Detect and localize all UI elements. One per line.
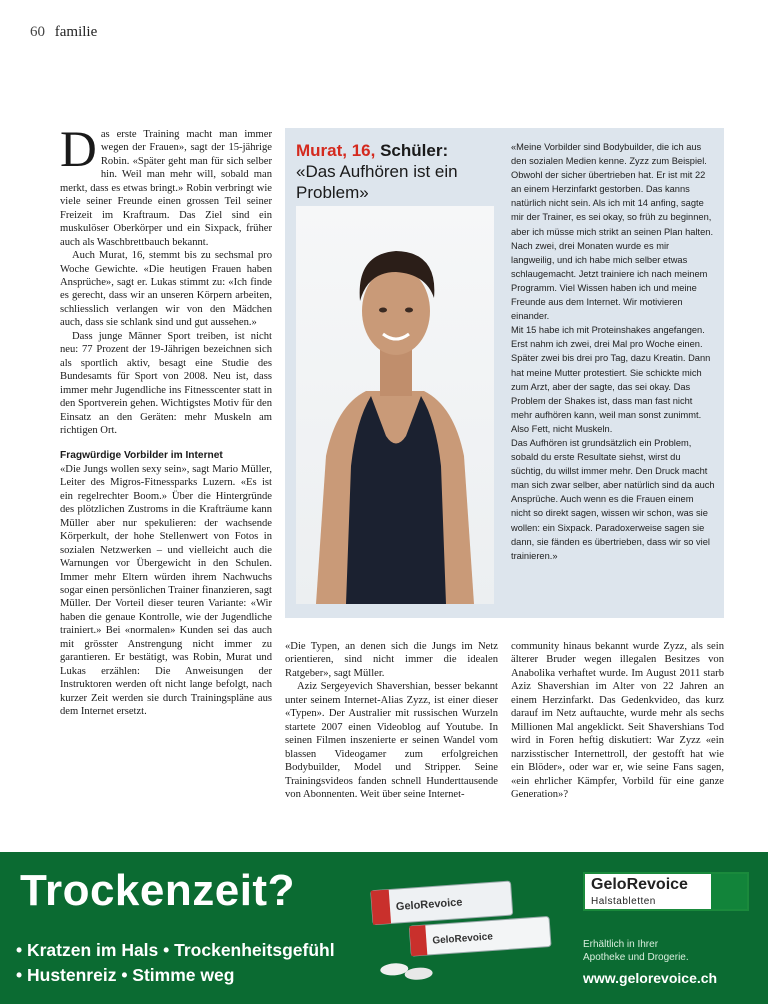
package-label: GeloRevoice: [395, 896, 463, 914]
paragraph: community hinaus bekannt wurde Zyzz, als sein älterer Bruder wegen illegalen Besitzes von Anabolika verhaftet wurde. Im August 2011 starb Aziz Shavershian im Alter von 22 Jahren an einem Herzinfarkt. Das Gedenkvideo, das kurz darauf im Netz auftauchte, wurde mehr als sechs Millionen Mal angeklickt. Seit Shavershians Tod wird in Foren heftig diskutiert: War Zyzz «ein narzisstischer Internettroll, der gestofft hat wie ein Blöder», oder war er, wie seine Fans sagen, «ein ehrlicher Kämpfer, Vorbild für eine ganze Generation»?: [511, 641, 724, 800]
quote-paragraph: «Meine Vorbilder sind Bodybuilder, die ich aus den sozialen Medien kenne. Zyzz zum Beispiel. Obwohl der sicher übertrieben hat. Er ist mit 22 an einem Herzinfarkt gestorben. Das kanns natürlich nicht sein. Als ich mit 14 anfing, sagte mir der Trainer, es sei okay, so früh zu beginnen, aber ich müsse mich strikt an seinen Plan halten. Nach zwei, drei Monaten wurde es mir langweilig, und ich habe mich selber etwas schlaugemacht. Jetzt trainiere ich nach meinem Programm. Viel Wissen haben ich und meine Freunde aus dem Internet. Wir motivieren einander.: [511, 142, 714, 322]
ad-bullets: [16, 938, 335, 988]
sidebar-title: [296, 140, 486, 203]
section-title: familie: [54, 24, 98, 40]
paragraph: as erste Training macht man immer wegen der Frauen», sagt der 15-jährige Robin. «Später geht man für sich selber hin. Weil man mehr will, sobald man merkt, dass es etwas bringt.» Robin verbringt wie viele seiner Freunde einen grossen Teil seiner Freizeit im Kraftraum. Das Ziel sind ein muskulöser Oberkörper und ein Sixpack, früher auch als Waschbrettbauch bekannt.: [60, 129, 272, 248]
paragraph: Aziz Sergeyevich Shavershian, besser bekannt unter seinem Internet-Alias Zyzz, ist einer dieser «Typen». Der Australier mit russischen Wurzeln startete 2007 einen Videoblog auf Youtube. In seinen Filmen inszenierte er seinen Wandel vom blassen Videogamer zum erfolgreichen Bodybuilder, Model und Stripper. Seine Trainingsvideos fanden schnell Hunderttausende von Abonnenten. Weit über seine Internet-: [285, 681, 498, 800]
availability-line: Apotheke und Drogerie.: [583, 952, 689, 963]
brand-logo: [583, 872, 749, 911]
quote-paragraph: Mit 15 habe ich mit Proteinshakes angefangen. Erst nahm ich zwei, drei Mal pro Woche einen. Später zwei bis drei pro Tag, dazu Kreatin. Dann hat meine Mutter protestiert. Sie schickte mich zum Arzt, aber der sagte, das sei okay. Das Problem der Shakes ist, dass man fast nicht mehr aufhören kann, weil man sonst zunimmt. Also Fett, nicht Muskeln.: [511, 325, 711, 434]
ad-bullet-line: • Hustenreiz • Stimme weg: [16, 965, 235, 985]
interview-quote: [511, 140, 715, 563]
subheading: Fragwürdige Vorbilder im Internet: [60, 450, 223, 462]
paragraph: «Die Jungs wollen sexy sein», sagt Mario Müller, Leiter des Migros-Fitnessparks Luzern. «Es ist ein regelrechter Boom.» Über die Hintergründe des plötzlichen Zustroms in die Krafträume kann Müller aber nur spekulieren: der wachsende Körperkult, der hohe Stellenwert von Fotos in sozialen Netzwerken – und vielleicht auch die Warnungen vor Übergewicht in den Schulen. Immer mehr Eltern würden ihrem Nachwuchs sogar einen persönlichen Trainer finanzieren, sagt Müller. Der Vorteil dieser teuren Variante: «Wir haben die genaue Kontrolle, wie der Jugendliche trainiert.» Bei «normalen» Kunden sei das auch mit grösster Anstrengung nicht immer zu garantieren. Er bestätigt, was Robin, Murat und Lukas erzählen: Die Anweisungen der Instruktoren werden oft nicht lange befolgt, nach kurzer Zeit werden sie durch Trainingspläne aus dem Internet ersetzt.: [60, 463, 272, 718]
paragraph: «Die Typen, an denen sich die Jungs im Netz orientieren, sind nicht immer die idealen Ratgeber», sagt Müller.: [285, 641, 498, 679]
interview-sidebar: [285, 128, 724, 618]
portrait-illustration: [296, 206, 494, 604]
ad-headline: Trockenzeit?: [20, 866, 295, 915]
drop-cap: D: [60, 122, 97, 178]
page-header: [30, 24, 97, 41]
brand-name: GeloRevoice: [591, 876, 688, 893]
article-column-3: [511, 640, 724, 801]
interviewee-job: Schüler:: [380, 141, 449, 160]
logo-green-block: [711, 874, 747, 909]
paragraph: Auch Murat, 16, stemmt bis zu sechsmal pro Woche Gewichte. «Die heutigen Frauen haben Ansprüche», sagt er. Lukas stimmt zu: «Ich finde es gerecht, dass wir an unseren Körpern arbeiten, schliesslich verlangen wir von den Mädchen auch, dass sie schlank sind und gut aussehen.»: [60, 250, 272, 329]
availability-text: [583, 938, 689, 964]
interviewee-name: Murat, 16,: [296, 141, 376, 160]
page-number: 60: [30, 24, 45, 40]
paragraph: Dass junge Männer Sport treiben, ist nicht neu: 77 Prozent der 19-Jährigen bezeichnen sich als sportlich aktiv, besagt eine Studie des Bundesamts für Sport von 2008. Neu ist, dass immer mehr Jugendliche ins Fitnesscenter statt in den Sportverein gehen. Wichtigstes Motiv für den Einsatz an den Geräten: mehr Muskeln am richtigen Ort.: [60, 330, 272, 436]
ad-url-link[interactable]: www.gelorevoice.ch: [583, 970, 718, 986]
availability-line: Erhältlich in Ihrer: [583, 939, 659, 950]
article-column-2: [285, 640, 498, 801]
package-label: GeloRevoice: [432, 931, 494, 947]
quote-paragraph: Das Aufhören ist grundsätzlich ein Problem, sobald du erste Resultate siehst, wirst du süchtig, du willst immer mehr. Den Druck macht man sich zwar selber, aber natürlich sind da auch Ansprüche. Auch wenn es die Frauen einem nicht so direkt sagen, wissen wir schon, was sie wollen: ein Sixpack. Paradoxerweise sagen sie dann, sie fänden es übertrieben, dass wir so viel trainieren.»: [511, 437, 715, 561]
ad-bullet-line: • Kratzen im Hals • Trockenheitsgefühl: [16, 940, 335, 960]
brand-subtitle: Halstabletten: [591, 896, 656, 907]
article-column-1: [60, 122, 272, 718]
portrait-photo: [296, 206, 494, 604]
advertisement-banner[interactable]: [0, 852, 768, 1004]
sidebar-quote-title: «Das Aufhören ist ein Problem»: [296, 162, 458, 202]
product-package-image: [370, 874, 570, 994]
